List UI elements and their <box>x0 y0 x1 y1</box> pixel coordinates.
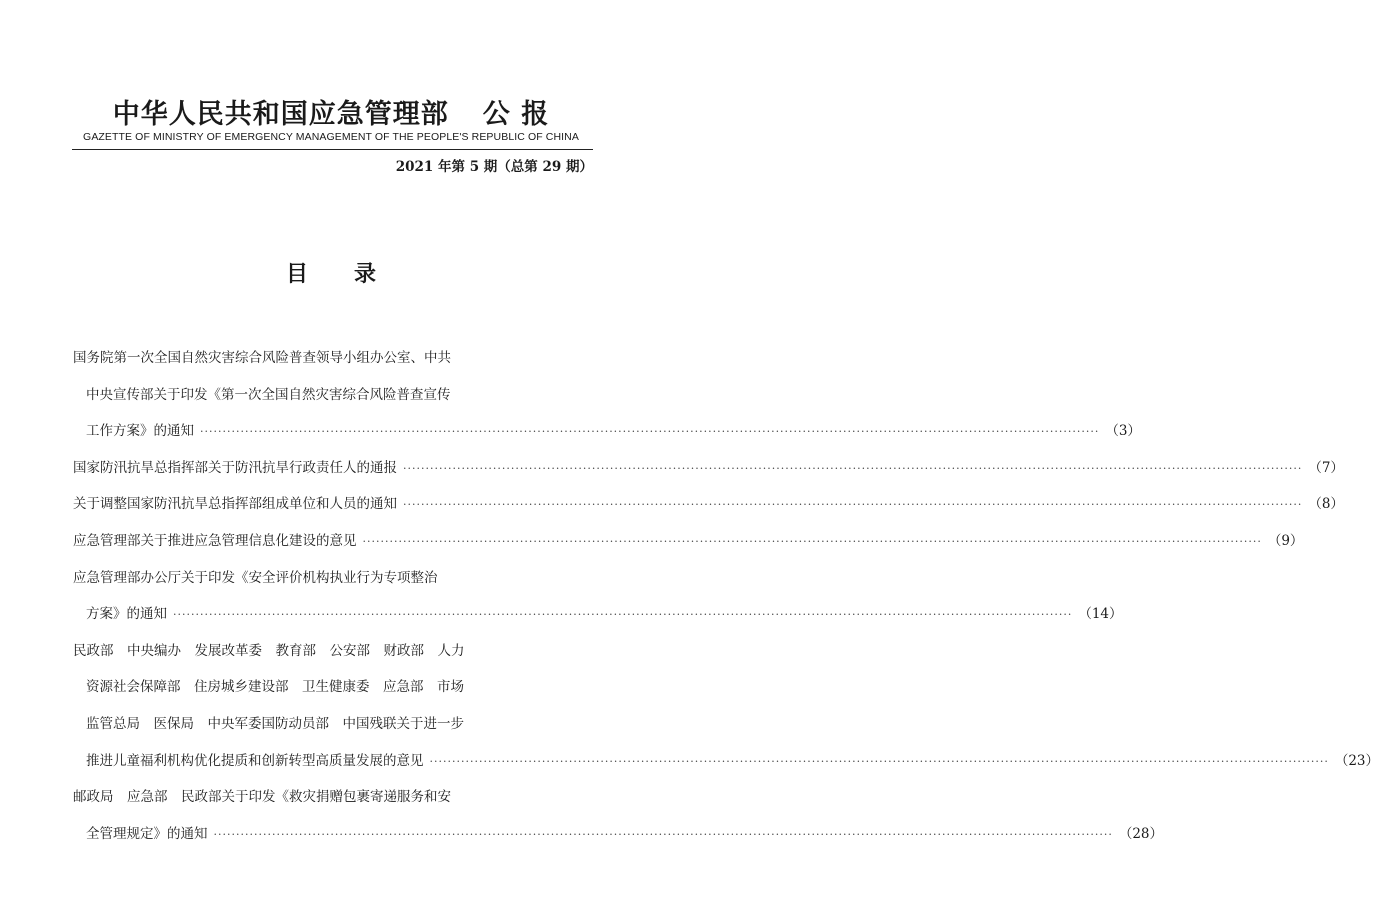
toc-entry[interactable] <box>73 633 1379 779</box>
toc-entry-text: 全管理规定》的通知 <box>86 825 208 842</box>
toc-entry-text: 应急管理部办公厅关于印发《安全评价机构执业行为专项整治 <box>73 569 438 586</box>
toc-entry-line <box>73 377 595 414</box>
header-rule <box>72 149 593 150</box>
toc-entry-line <box>73 596 1123 633</box>
toc-entry-line <box>73 340 595 377</box>
toc-page-number: （7） <box>1308 459 1344 476</box>
toc-heading-char-1: 目 <box>285 261 308 287</box>
toc-entry-line <box>73 523 1304 560</box>
gazette-title <box>0 92 662 131</box>
toc-entry-text: 监管总局 医保局 中央军委国防动员部 中国残联关于进一步 <box>86 715 464 732</box>
toc-page-number: （3） <box>1105 423 1141 440</box>
dot-leader: ········································································································································································································ <box>362 534 1262 548</box>
toc-entry-text: 中央宣传部关于印发《第一次全国自然灾害综合风险普查宣传 <box>86 386 451 403</box>
toc-entry[interactable] <box>73 486 1344 523</box>
dot-leader: ········································································································································································································ <box>403 498 1303 512</box>
toc-entry[interactable] <box>73 340 1141 450</box>
gazette-title-main: 中华人民共和国应急管理部 <box>112 99 449 130</box>
toc-entry[interactable] <box>73 450 1344 487</box>
toc-entry-line <box>73 816 1164 853</box>
dot-leader: ········································································································································································································ <box>429 754 1329 768</box>
toc-entry[interactable] <box>73 779 1164 852</box>
toc-entry-line <box>73 633 595 670</box>
gazette-title-suffix: 公 报 <box>482 99 550 130</box>
table-of-contents <box>73 340 1379 852</box>
toc-page-number: （28） <box>1118 825 1164 842</box>
toc-page-number: （9） <box>1267 532 1304 549</box>
toc-entry-text: 资源社会保障部 住房城乡建设部 卫生健康委 应急部 市场 <box>86 679 464 696</box>
toc-page-number: （8） <box>1308 496 1344 513</box>
toc-entry-line <box>73 413 1141 450</box>
toc-entry-text: 国家防汛抗旱总指挥部关于防汛抗旱行政责任人的通报 <box>73 459 397 476</box>
toc-page-number: （14） <box>1078 606 1123 623</box>
toc-entry-text: 工作方案》的通知 <box>86 423 194 440</box>
toc-heading <box>0 257 662 288</box>
toc-entry-text: 应急管理部关于推进应急管理信息化建设的意见 <box>73 532 357 549</box>
toc-entry-line <box>73 669 595 706</box>
issue-number: 2021 年第 5 期（总第 29 期） <box>395 159 593 175</box>
toc-entry-line <box>73 743 1379 780</box>
dot-leader: ········································································································································································································ <box>213 827 1113 841</box>
toc-page-number: （23） <box>1334 752 1379 769</box>
toc-heading-char-2: 录 <box>354 261 377 287</box>
dot-leader: ········································································································································································································ <box>403 461 1303 475</box>
toc-entry[interactable] <box>73 560 1123 633</box>
toc-entry-text: 关于调整国家防汛抗旱总指挥部组成单位和人员的通知 <box>73 496 397 513</box>
toc-entry-text: 方案》的通知 <box>86 606 167 623</box>
toc-entry-text: 邮政局 应急部 民政部关于印发《救灾捐赠包裹寄递服务和安 <box>73 789 451 806</box>
toc-entry-line <box>73 486 1344 523</box>
toc-entry[interactable] <box>73 523 1304 560</box>
toc-entry-line <box>73 706 595 743</box>
toc-entry-text: 民政部 中央编办 发展改革委 教育部 公安部 财政部 人力 <box>73 642 465 659</box>
dot-leader: ········································································································································································································ <box>173 608 1073 622</box>
gazette-english-title: GAZETTE OF MINISTRY OF EMERGENCY MANAGEMENT OF THE PEOPLE'S REPUBLIC OF CHINA <box>83 131 579 143</box>
toc-entry-text: 国务院第一次全国自然灾害综合风险普查领导小组办公室、中共 <box>73 350 451 366</box>
toc-entry-line <box>73 560 595 597</box>
toc-entry-line <box>73 450 1344 487</box>
toc-entry-text: 推进儿童福利机构优化提质和创新转型高质量发展的意见 <box>86 752 424 769</box>
dot-leader: ········································································································································································································ <box>200 425 1100 439</box>
toc-entry-line <box>73 779 595 816</box>
